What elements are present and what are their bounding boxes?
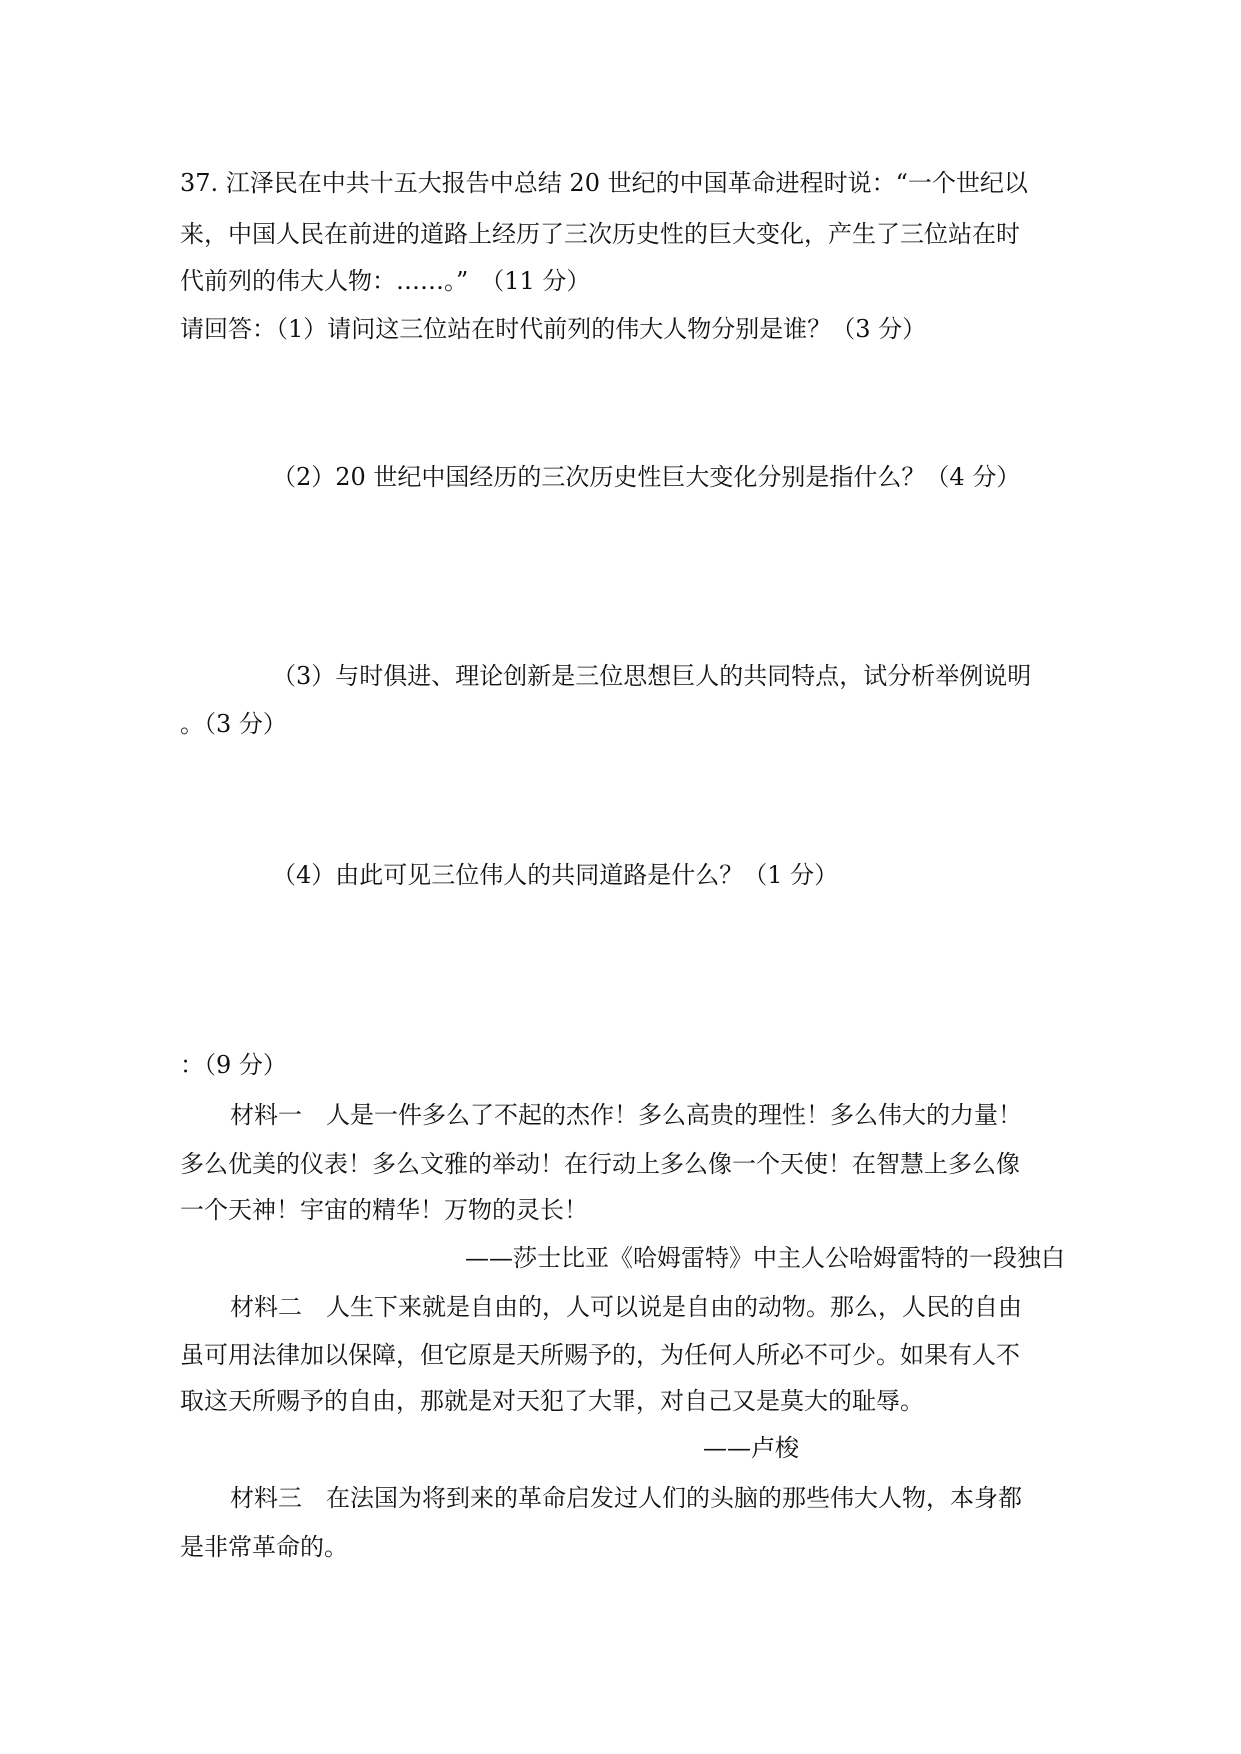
sub-question-4: （4）由此可见三位伟人的共同道路是什么？（1 分） [272, 861, 839, 889]
sub-question-3: （3）与时俱进、理论创新是三位思想巨人的共同特点，试分析举例说明 [272, 662, 1032, 690]
material-2-line-2: 虽可用法律加以保障，但它原是天所赐予的，为任何人所必不可少。如果有人不 [180, 1341, 1020, 1369]
material-2-attribution: ——卢梭 [703, 1434, 799, 1462]
material-3-line-2: 是非常革命的。 [180, 1533, 348, 1561]
material-3-line-1: 材料三 在法国为将到来的革命启发过人们的头脑的那些伟大人物，本身都 [230, 1484, 1022, 1512]
material-2-line-1: 材料二 人生下来就是自由的，人可以说是自由的动物。那么，人民的自由 [230, 1293, 1022, 1321]
question-38-header: ：（9 分） [180, 1051, 287, 1079]
question-37-line-3: 代前列的伟大人物：……。” （11 分） [180, 267, 591, 295]
material-1-line-1: 材料一 人是一件多么了不起的杰作！多么高贵的理性！多么伟大的力量！ [230, 1101, 1022, 1129]
sub-question-1: 请回答：（1）请问这三位站在时代前列的伟大人物分别是谁？（3 分） [180, 315, 927, 343]
material-1-line-2: 多么优美的仪表！多么文雅的举动！在行动上多么像一个天使！在智慧上多么像 [180, 1150, 1020, 1178]
sub-question-2: （2）20 世纪中国经历的三次历史性巨大变化分别是指什么？（4 分） [272, 463, 1021, 491]
material-1-line-3: 一个天神！宇宙的精华！万物的灵长！ [180, 1196, 588, 1224]
question-37-line-1: 37. 江泽民在中共十五大报告中总结 20 世纪的中国革命进程时说：“一个世纪以 [180, 169, 1028, 197]
sub-question-3-continued: 。（3 分） [180, 710, 287, 738]
material-2-line-3: 取这天所赐予的自由，那就是对天犯了大罪，对自己又是莫大的耻辱。 [180, 1387, 924, 1415]
material-1-attribution: ——莎士比亚《哈姆雷特》中主人公哈姆雷特的一段独白 [465, 1244, 1065, 1272]
question-37-line-2: 来，中国人民在前进的道路上经历了三次历史性的巨大变化，产生了三位站在时 [180, 220, 1020, 248]
